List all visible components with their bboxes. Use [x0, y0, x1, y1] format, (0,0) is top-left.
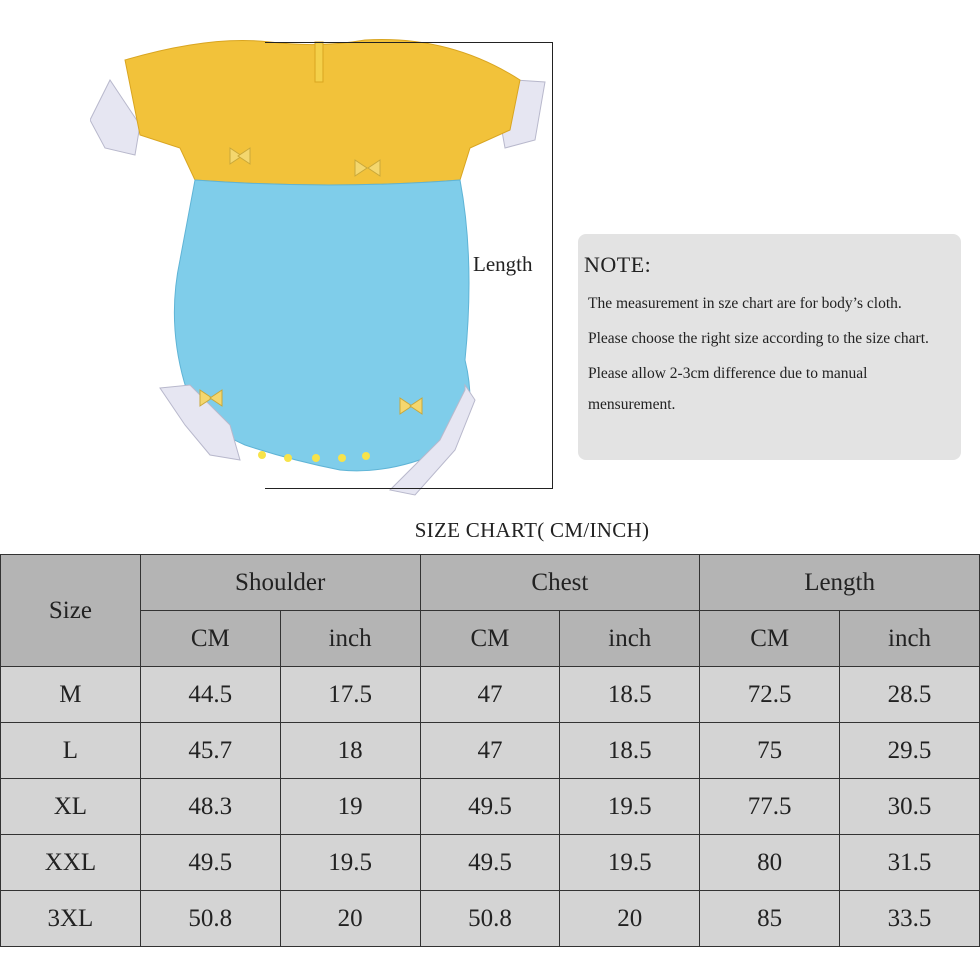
table-cell: 29.5: [840, 723, 980, 779]
table-cell: 20: [560, 891, 700, 947]
table-cell: 19.5: [280, 835, 420, 891]
table-cell: 20: [280, 891, 420, 947]
unit-header: CM: [140, 611, 280, 667]
table-cell: 17.5: [280, 667, 420, 723]
table-row: [1, 667, 980, 723]
table-row: [1, 835, 980, 891]
note-line-2: Please choose the right size according to the size chart.: [588, 330, 929, 347]
table-cell: 30.5: [840, 779, 980, 835]
table-row: [1, 779, 980, 835]
table-cell: 49.5: [420, 779, 560, 835]
table-cell: 75: [700, 723, 840, 779]
table-cell: 18.5: [560, 667, 700, 723]
table-cell: 50.8: [420, 891, 560, 947]
note-line-3: Please allow 2-3cm difference due to manual mensurement.: [588, 365, 868, 413]
table-cell: 47: [420, 667, 560, 723]
length-measure-label: Length: [473, 252, 533, 276]
table-cell: 49.5: [140, 835, 280, 891]
size-cell: M: [1, 667, 141, 723]
unit-header: inch: [560, 611, 700, 667]
group-header-shoulder: Shoulder: [140, 555, 420, 611]
table-cell: 28.5: [840, 667, 980, 723]
note-line-1: The measurement in sze chart are for body’s cloth.: [588, 295, 902, 312]
table-cell: 19.5: [560, 779, 700, 835]
table-cell: 80: [700, 835, 840, 891]
table-row: [1, 723, 980, 779]
size-cell: 3XL: [1, 891, 141, 947]
table-cell: 44.5: [140, 667, 280, 723]
unit-header: inch: [280, 611, 420, 667]
size-cell: XXL: [1, 835, 141, 891]
table-cell: 18.5: [560, 723, 700, 779]
table-cell: 72.5: [700, 667, 840, 723]
note-title: NOTE:: [584, 252, 652, 277]
table-cell: 19.5: [560, 835, 700, 891]
table-cell: 85: [700, 891, 840, 947]
group-header-chest: Chest: [420, 555, 700, 611]
size-cell: L: [1, 723, 141, 779]
table-cell: 47: [420, 723, 560, 779]
size-header: Size: [1, 555, 141, 667]
group-header-length: Length: [700, 555, 980, 611]
size-cell: XL: [1, 779, 141, 835]
table-cell: 49.5: [420, 835, 560, 891]
table-cell: 18: [280, 723, 420, 779]
unit-header: CM: [700, 611, 840, 667]
table-row: [1, 891, 980, 947]
size-chart-table: [0, 554, 980, 947]
table-cell: 31.5: [840, 835, 980, 891]
table-cell: 33.5: [840, 891, 980, 947]
unit-header: inch: [840, 611, 980, 667]
note-box: [578, 234, 961, 460]
unit-header: CM: [420, 611, 560, 667]
table-cell: 50.8: [140, 891, 280, 947]
table-cell: 19: [280, 779, 420, 835]
table-cell: 48.3: [140, 779, 280, 835]
table-cell: 45.7: [140, 723, 280, 779]
table-cell: 77.5: [700, 779, 840, 835]
size-chart-title: SIZE CHART( CM/INCH): [414, 518, 650, 542]
